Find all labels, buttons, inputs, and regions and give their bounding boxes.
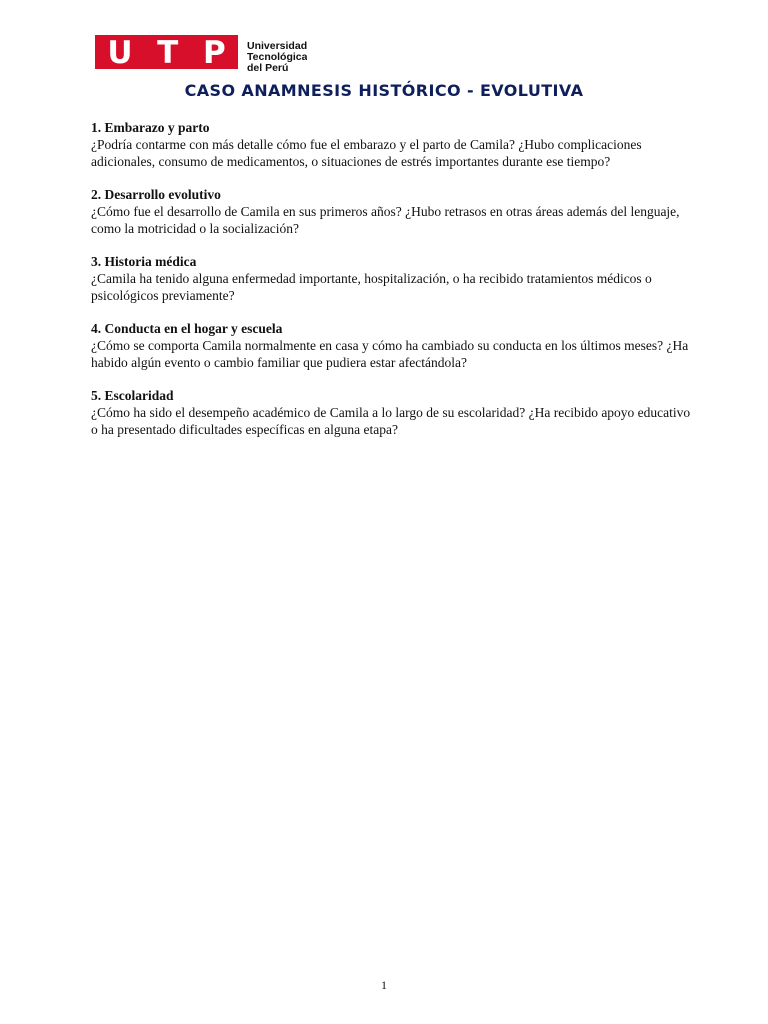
section-escolaridad — [91, 387, 691, 438]
section-embarazo-parto — [91, 119, 691, 170]
logo-text-line: Universidad — [247, 41, 308, 52]
logo-text-line: Tecnológica — [247, 51, 308, 63]
section-body: ¿Cómo ha sido el desempeño académico de Camila a lo largo de su escolaridad? ¿Ha recibido apoyo educativo o ha presentado dificultades específicas en alguna etapa? — [91, 405, 691, 437]
page-number: 1 — [381, 978, 387, 992]
utp-logo — [95, 35, 325, 71]
section-body: ¿Podría contarme con más detalle cómo fue el embarazo y el parto de Camila? ¿Hubo complicaciones adicionales, consumo de medicamentos, o situaciones de estrés importantes durante ese tiempo? — [91, 137, 642, 169]
logo-letters — [95, 36, 238, 70]
section-heading: 5. Escolaridad — [91, 388, 174, 403]
section-historia-medica — [91, 253, 691, 304]
logo-text-line: del Perú — [247, 62, 289, 71]
logo-letter-t: T — [157, 35, 179, 71]
section-body: ¿Cómo fue el desarrollo de Camila en sus primeros años? ¿Hubo retrasos en otras áreas además del lenguaje, como la motricidad o la socialización? — [91, 204, 680, 236]
section-body: ¿Cómo se comporta Camila normalmente en casa y cómo ha cambiado su conducta en los últimos meses? ¿Ha habido algún evento o cambio familiar que pudiera estar afectándola? — [91, 338, 689, 370]
section-heading: 3. Historia médica — [91, 254, 197, 269]
section-conducta-hogar-escuela — [91, 320, 691, 371]
section-heading: 1. Embarazo y parto — [91, 120, 210, 135]
logo-letter-u: U — [107, 35, 133, 71]
document-body — [91, 119, 691, 454]
section-body: ¿Camila ha tenido alguna enfermedad importante, hospitalización, o ha recibido tratamientos médicos o psicológicos previamente? — [91, 271, 652, 303]
logo-letter-p: P — [202, 35, 226, 71]
logo-university-name — [247, 41, 307, 71]
page-title: CASO ANAMNESIS HISTÓRICO - EVOLUTIVA — [184, 81, 584, 100]
section-heading: 4. Conducta en el hogar y escuela — [91, 321, 283, 336]
section-desarrollo-evolutivo — [91, 186, 691, 237]
section-heading: 2. Desarrollo evolutivo — [91, 187, 221, 202]
